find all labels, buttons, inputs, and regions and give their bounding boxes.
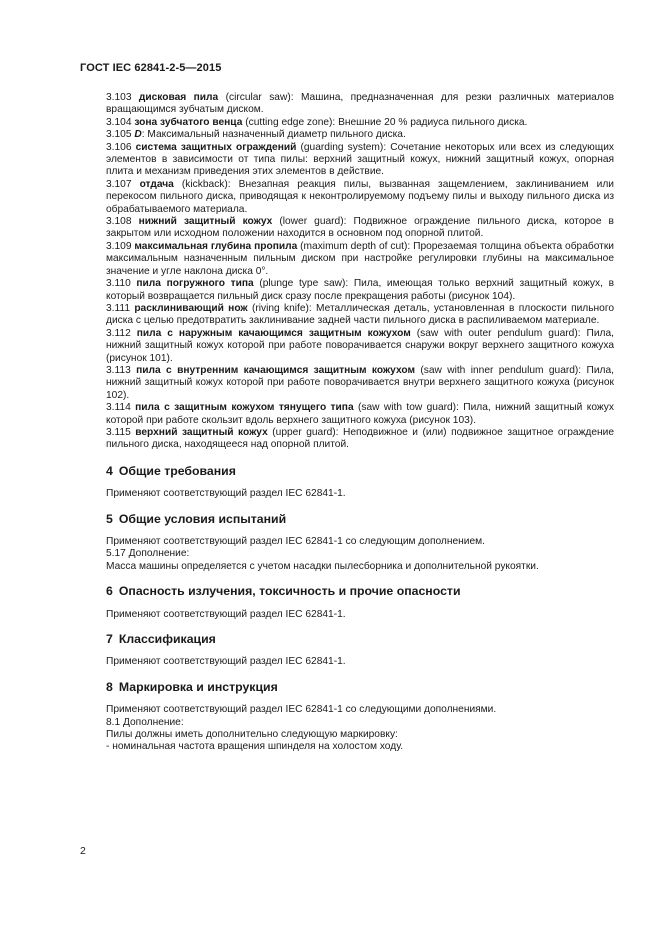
definition-term: пила с наружным качающимся защитным кожухом xyxy=(136,327,411,339)
section-number: 8 xyxy=(106,679,113,694)
section-text-line: Применяют соответствующий раздел IEC 62841-1 со следующими дополнениями. xyxy=(106,704,497,716)
definition-number: 3.109 xyxy=(106,240,132,252)
definition-term: расклинивающий нож xyxy=(134,302,248,314)
definition-item xyxy=(106,179,614,216)
section-text-line: 8.1 Дополнение: xyxy=(106,716,184,728)
definition-item xyxy=(106,278,614,303)
definition-item xyxy=(106,241,614,278)
section-heading xyxy=(106,465,614,477)
section-number: 6 xyxy=(106,584,113,599)
section-text-line: Применяют соответствующий раздел IEC 62841-1. xyxy=(106,488,346,500)
definition-text: (lower guard): Подвижное ограждение пильного диска, которое в закрытом или исходном положении находится в основном под опорной плитой. xyxy=(106,216,614,240)
definition-text: (guarding system): Сочетание некоторых или всех из следующих элементов в зависимости от типа пилы: верхний защитный кожух, нижний защитный кожух, опорная плита и механизм приведения этих элементов в действие. xyxy=(106,141,614,178)
definition-term: зона зубчатого венца xyxy=(134,116,243,128)
definition-number: 3.104 xyxy=(106,116,132,128)
definition-number: 3.112 xyxy=(106,327,131,339)
definition-term: пила с внутренним качающимся защитным кожухом xyxy=(136,364,415,376)
definition-term: система защитных ограждений xyxy=(135,141,297,153)
section-text-line: Пилы должны иметь дополнительно следующую маркировку: xyxy=(106,729,398,741)
section-title: Опасность излучения, токсичность и прочие опасности xyxy=(118,584,461,599)
section-heading xyxy=(106,585,614,597)
definition-text: : Максимальный назначенный диаметр пильного диска. xyxy=(141,129,406,141)
section-text-line: - номинальная частота вращения шпинделя на холостом ходу. xyxy=(106,741,404,753)
definition-item xyxy=(106,129,614,141)
definition-number: 3.110 xyxy=(106,278,131,290)
definition-number: 3.103 xyxy=(106,92,132,103)
definition-text: (upper guard): Неподвижное и (или) подвижное защитное ограждение пильного диска, находящееся над опорной плитой. xyxy=(106,426,614,451)
definition-number: 3.108 xyxy=(106,216,132,228)
definition-text: (plunge type saw): Пила, имеющая только верхний защитный кожух, в который возвращается пильный диск сразу после прекращения работы (рисунок 104). xyxy=(106,278,614,302)
section-title: Классификация xyxy=(118,632,216,647)
sections-list xyxy=(106,465,614,754)
section-text-line: 5.17 Дополнение: xyxy=(106,548,190,560)
section-text-line: Масса машины определяется с учетом насадки пылесборника и дополнительной рукоятки. xyxy=(106,560,539,572)
page-number: 2 xyxy=(80,845,86,857)
definition-term: отдача xyxy=(139,178,174,190)
section-text-line: Применяют соответствующий раздел IEC 62841-1 со следующим дополнением. xyxy=(106,536,485,547)
definition-number: 3.111 xyxy=(106,302,130,314)
document-header: ГОСТ IEC 62841-2-5—2015 xyxy=(80,62,222,74)
definition-number: 3.106 xyxy=(106,141,132,153)
definition-term: верхний защитный кожух xyxy=(135,426,268,438)
definitions-list xyxy=(106,92,614,452)
definition-text: (kickback): Внезапная реакция пилы, вызванная защемлением, заклиниванием или перекосом пильного диска, приводящая к неконтролируемому подъему пилы и выходу пильного диска из обрабатываемого материала. xyxy=(106,178,614,215)
definition-term: D xyxy=(134,129,142,141)
section-number: 7 xyxy=(106,632,113,647)
definition-text: (saw with inner pendulum guard): Пила, нижний защитный кожух которой при работе поворачивается внутри верхнего защитного кожуха (рисунок 102). xyxy=(106,364,614,401)
definition-term: пила погружного типа xyxy=(136,278,254,290)
definition-number: 3.115 xyxy=(106,426,131,438)
section-heading xyxy=(106,513,614,525)
definition-number: 3.107 xyxy=(106,178,132,190)
definition-term: пила с защитным кожухом тянущего типа xyxy=(135,402,354,414)
definition-text: (maximum depth of cut): Прорезаемая толщина объекта обработки максимальным назначенным пильным диском при настройке регулировки глубины на максимальное значение и угле наклона диска 0°. xyxy=(106,240,614,277)
definition-number: 3.114 xyxy=(106,402,131,414)
section-title: Общие требования xyxy=(118,463,236,478)
definition-item xyxy=(106,92,614,117)
section-text-line: Применяют соответствующий раздел IEC 62841-1. xyxy=(106,656,346,668)
definition-text: (riving knife): Металлическая деталь, установленная в плоскости пильного диска с целью предотвратить заклинивание задней части пильного диска в распиливаемом материале. xyxy=(106,302,615,327)
definition-term: максимальная глубина пропила xyxy=(134,240,298,252)
section-number: 5 xyxy=(106,511,113,526)
definition-text: (circular saw): Машина, предназначенная для резки различных материалов вращающимся зубчатым диском. xyxy=(106,92,614,116)
definition-item xyxy=(106,402,614,427)
section-heading xyxy=(106,681,614,693)
definition-text: (saw with tow guard): Пила, нижний защитный кожух которой при работе скользит вдоль верхнего защитного кожуха (рисунок 103). xyxy=(106,402,614,426)
definition-item xyxy=(106,328,614,365)
definition-text: (saw with outer pendulum guard): Пила, нижний защитный кожух которой при работе поворачивается снаружи вокруг верхнего защитного кожуха (рисунок 101). xyxy=(106,327,614,364)
definition-item xyxy=(106,216,614,241)
definition-item xyxy=(106,142,614,179)
section-title: Маркировка и инструкция xyxy=(118,679,278,694)
definition-item xyxy=(106,427,614,452)
page-content xyxy=(106,92,614,754)
definition-term: нижний защитный кожух xyxy=(138,216,273,228)
section-text-line: Применяют соответствующий раздел IEC 62841-1. xyxy=(106,608,346,620)
definition-number: 3.105 xyxy=(106,129,132,141)
definition-text: (cutting edge zone): Внешние 20 % радиуса пильного диска. xyxy=(242,116,528,128)
section-title: Общие условия испытаний xyxy=(118,511,287,526)
definition-item xyxy=(106,365,614,402)
section-heading xyxy=(106,633,614,645)
definition-item xyxy=(106,117,614,129)
definition-number: 3.113 xyxy=(106,364,131,376)
definition-item xyxy=(106,303,614,328)
section-number: 4 xyxy=(106,463,113,478)
definition-term: дисковая пила xyxy=(138,92,219,103)
